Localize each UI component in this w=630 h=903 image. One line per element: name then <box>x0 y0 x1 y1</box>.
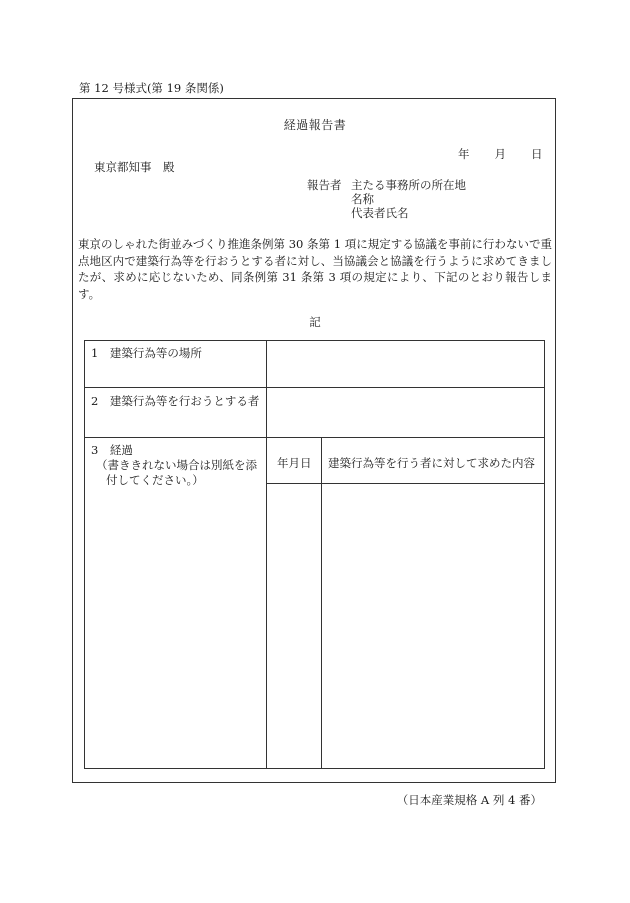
progress-date-cell[interactable] <box>267 484 321 767</box>
date-day: 日 <box>531 147 543 161</box>
paper-size-footer: （日本産業規格 A 列 4 番） <box>396 793 542 807</box>
row-progress-label: 3 経過 <box>91 443 133 457</box>
reporter-address-label: 主たる事務所の所在地 <box>351 178 466 192</box>
date-year: 年 <box>458 147 470 161</box>
date-column-header: 年月日 <box>277 456 312 470</box>
progress-content-cell[interactable] <box>322 484 544 767</box>
form-number: 第 12 号様式(第 19 条関係) <box>79 81 224 95</box>
reporter-name-label: 名称 <box>351 192 374 206</box>
location-value-cell[interactable] <box>266 345 544 385</box>
document-title: 経過報告書 <box>283 118 347 132</box>
addressee: 東京都知事 殿 <box>94 160 175 174</box>
ki-heading: 記 <box>309 315 321 329</box>
row-progress-note-line1: （書ききれない場合は別紙を添 <box>96 458 257 472</box>
reporter-representative-label: 代表者氏名 <box>351 206 409 220</box>
content-column-header: 建築行為等を行う者に対して求めた内容 <box>328 456 535 470</box>
date-row <box>458 146 543 162</box>
date-month: 月 <box>494 147 506 161</box>
person-value-cell[interactable] <box>266 390 544 435</box>
row-person-label: 2 建築行為等を行おうとする者 <box>91 394 260 408</box>
row-location-label: 1 建築行為等の場所 <box>91 346 202 360</box>
reporter-label: 報告者 <box>307 178 342 192</box>
row-progress-note-line2: 付してください。） <box>106 473 204 487</box>
report-body-text: 東京のしゃれた街並みづくり推進条例第 30 条第 1 項に規定する協議を事前に行わないで重点地区内で建築行為等を行おうとする者に対し、当協議会と協議を行うように求めてきましたが、求めに応じないため、同条例第 31 条第 3 項の規定により、下記のとおり報告します。 <box>78 237 552 301</box>
